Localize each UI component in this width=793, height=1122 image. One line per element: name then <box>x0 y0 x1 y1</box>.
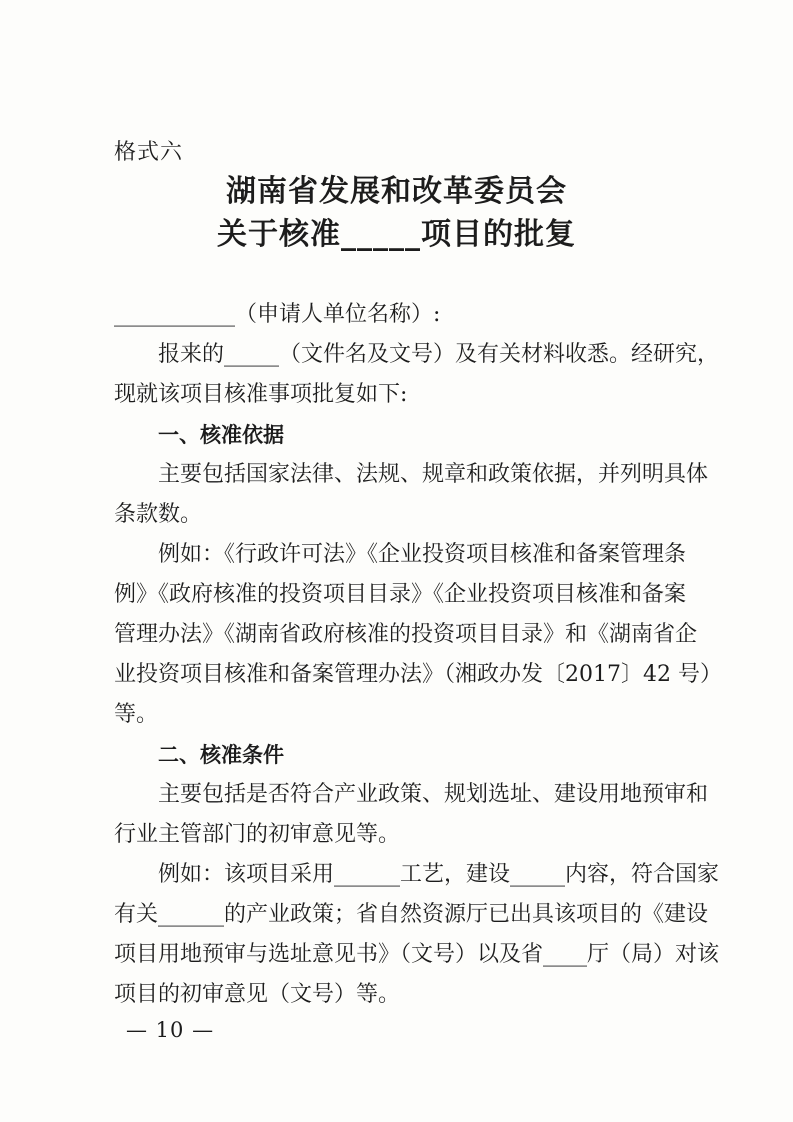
document-title <box>0 170 793 256</box>
body-line: 业投资项目核准和备案管理办法》（湘政办发〔2017〕42 号） <box>114 662 722 687</box>
document-body <box>114 295 722 1015</box>
body-line: 主要包括是否符合产业政策、规划选址、建设用地预审和 <box>158 782 709 807</box>
body-line: 有关______的产业政策；省自然资源厅已出具该项目的《建设 <box>114 902 709 927</box>
body-line: 等。 <box>114 702 159 727</box>
body-line: 条款数。 <box>114 502 203 527</box>
document-title-line1: 湖南省发展和改革委员会 <box>226 174 567 209</box>
body-line: 一、核准依据 <box>158 423 284 447</box>
page-number: — 10 — <box>126 1018 215 1042</box>
body-line: 例》《政府核准的投资项目目录》《企业投资项目核准和备案 <box>114 582 687 607</box>
body-line: 二、核准条件 <box>158 743 284 767</box>
body-line: 例如：《行政许可法》《企业投资项目核准和备案管理条 <box>158 542 687 567</box>
body-line: 行业主管部门的初审意见等。 <box>114 822 401 847</box>
body-line: 主要包括国家法律、法规、规章和政策依据，并列明具体 <box>158 462 709 487</box>
body-line: 现就该项目核准事项批复如下: <box>114 382 408 407</box>
body-line: ___________（申请人单位名称）: <box>114 302 441 327</box>
body-line: 例如：该项目采用______工艺，建设_____内容，符合国家 <box>158 862 720 887</box>
format-label: 格式六 <box>114 140 184 165</box>
body-line: 项目用地预审与选址意见书》（文号）以及省____厅（局）对该 <box>114 942 720 967</box>
document-title-line2: 关于核准_____项目的批复 <box>217 217 576 252</box>
body-line: 管理办法》《湖南省政府核准的投资项目目录》和《湖南省企 <box>114 622 698 647</box>
body-line: 项目的初审意见（文号）等。 <box>114 982 401 1007</box>
body-line: 报来的_____（文件名及文号）及有关材料收悉。经研究， <box>158 342 720 367</box>
